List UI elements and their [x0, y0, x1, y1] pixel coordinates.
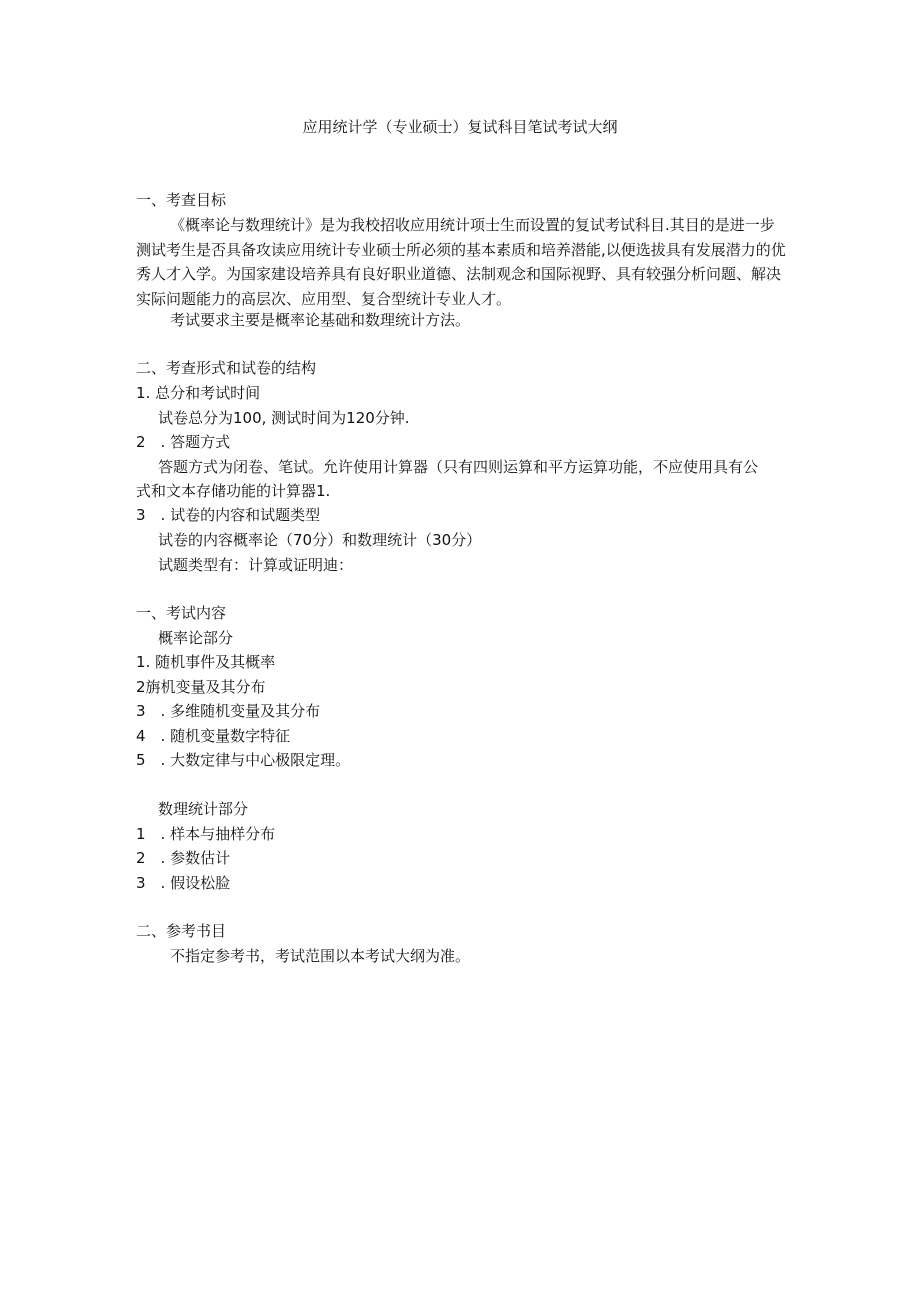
probability-item: 3 . 多维随机变量及其分布 — [136, 702, 321, 720]
section1-paragraph: 《概率论与数理统计》是为我校招收应用统计项士生而设置的复试考试科目.其目的是进一步测试考生是否具备攻读应用统计专业硕士所必须的基本素质和培养潜能,以便选拔具有发展潜力的优秀人才入学。为国家建设培养具有良好职业道德、法制观念和国际视野、具有较强分析问题、解决实际问题能力的高层次、应用型、复合型统计专业人才。 — [136, 216, 786, 308]
section2-item3-heading: 3 . 试卷的内容和试题类型 — [136, 506, 321, 524]
section2-item2-body-line2: 式和文本存储功能的计算器1. — [136, 482, 331, 500]
section2-item3-body-line1: 试卷的内容概率论（70分）和数理统计（30分） — [158, 531, 482, 549]
probability-item: 2旃机变量及其分布 — [136, 678, 266, 696]
statistics-item: 1 . 样本与抽样分布 — [136, 825, 276, 843]
probability-item: 4 . 随机变量数字特征 — [136, 727, 291, 745]
section2-item3-body-line2: 试题类型有：计算或证明迪： — [158, 556, 354, 574]
section2-item1-body: 试卷总分为100, 测试时间为120分钟. — [158, 409, 410, 427]
statistics-item: 3 . 假设松脸 — [136, 874, 231, 892]
section1-requirement: 考试要求主要是概率论基础和数理统计方法。 — [170, 311, 471, 329]
section4-heading: 二、参考书目 — [136, 922, 227, 940]
section2-item1-heading: 1. 总分和考试时间 — [136, 384, 261, 402]
section1-heading: 一、考查目标 — [136, 191, 227, 209]
probability-item: 5 . 大数定律与中心极限定理。 — [136, 751, 351, 769]
probability-item: 1. 随机事件及其概率 — [136, 653, 276, 671]
section3-heading: 一、考试内容 — [136, 604, 227, 622]
section2-heading: 二、考查形式和试卷的结构 — [136, 359, 317, 377]
section2-item2-body-line1: 答题方式为闭卷、笔试。允许使用计算器（只有四则运算和平方运算功能，不应使用具有公 — [158, 458, 759, 476]
statistics-section-title: 数理统计部分 — [158, 800, 249, 818]
section2-item2-heading: 2 . 答题方式 — [136, 433, 231, 451]
probability-section-title: 概率论部分 — [158, 629, 234, 647]
document-title: 应用统计学（专业硕士）复试科目笔试考试大纲 — [302, 118, 618, 136]
section4-body: 不指定参考书，考试范围以本考试大纲为准。 — [170, 947, 471, 965]
statistics-item: 2 . 参数估计 — [136, 849, 231, 867]
